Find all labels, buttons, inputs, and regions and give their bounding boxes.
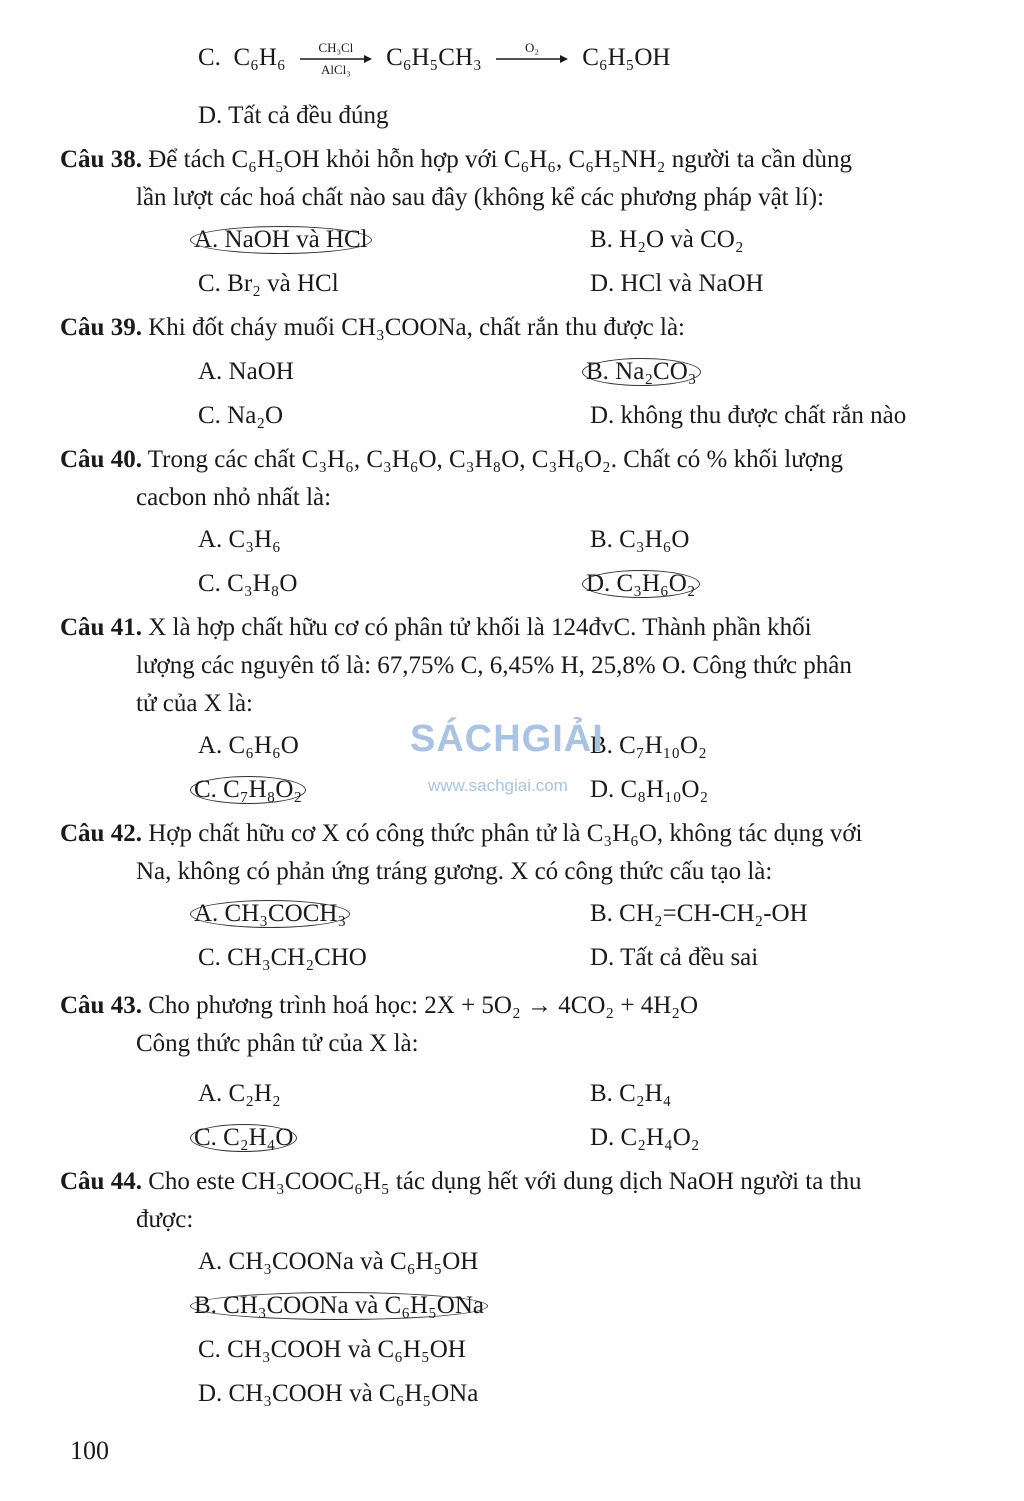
page-number: 100 — [70, 1436, 109, 1465]
q43-option-d[interactable] — [590, 1122, 700, 1154]
q38-text-line — [60, 144, 852, 176]
q43-text-line — [60, 990, 698, 1022]
reaction-arrow-2 — [496, 40, 568, 75]
q40-option-text: B. C₃H₆O — [590, 526, 690, 553]
q41-stem: lượng các nguyên tố là: 67,75% C, 6,45% H, 25,8% O. Công thức phân — [136, 652, 852, 679]
q44-stem: Cho este CH₃COOC₆H₅ tác dụng hết với dung dịch NaOH người ta thu — [148, 1168, 862, 1195]
arrow-2-icon — [496, 55, 568, 63]
q43-option-text: D. C₂H₄O₂ — [590, 1124, 700, 1151]
arrow-1-reagent: CH₃Cl — [318, 40, 354, 56]
watermark-brand: SÁCHGIẢI — [410, 718, 604, 760]
q40-option-c[interactable] — [198, 568, 297, 600]
q44-option-text: B. CH₃COONa và C₆H₅ONa — [190, 1292, 488, 1320]
q41-stem: tử của X là: — [136, 690, 253, 717]
q40-text-line — [60, 444, 843, 476]
q42-option-text: C. CH₃CH₂CHO — [198, 944, 367, 971]
q41-stem: X là hợp chất hữu cơ có phân tử khối là 124đvC. Thành phần khối — [148, 614, 812, 641]
q38-option-b[interactable] — [590, 224, 744, 256]
prev-option-d: D. Tất cả đều đúng — [198, 102, 389, 129]
q41-option-text: A. C₆H₆O — [198, 732, 299, 759]
q42-option-text: D. Tất cả đều sai — [590, 944, 759, 971]
q40-text-line — [136, 482, 331, 514]
q41-option-text: D. C₈H₁₀O₂ — [590, 776, 709, 803]
formula-toluene: C₆H₅CH₃ — [386, 44, 482, 71]
q43-stem: Công thức phân tử của X là: — [136, 1030, 419, 1057]
formula-phenol: C₆H₅OH — [582, 44, 671, 71]
q41-option-text: C. C₇H₈O₂ — [190, 776, 306, 804]
q43-option-c[interactable] — [194, 1122, 297, 1154]
q39-option-text: A. NaOH — [198, 358, 294, 385]
q39-label: Câu 39. — [60, 314, 142, 341]
q38-option-text: D. HCl và NaOH — [590, 270, 764, 297]
q39-option-a[interactable] — [198, 356, 294, 388]
arrow-2-reagent: O₂ — [525, 40, 539, 56]
q42-option-b[interactable] — [590, 898, 808, 930]
q40-label: Câu 40. — [60, 446, 142, 473]
q40-option-text: C. C₃H₈O — [198, 570, 298, 597]
q44-option-d[interactable] — [198, 1378, 478, 1410]
q43-stem: Cho phương trình hoá học: 2X + 5O₂ → 4CO₂ + 4H₂O — [148, 992, 699, 1019]
q43-text-line — [136, 1028, 419, 1060]
q42-label: Câu 42. — [60, 820, 142, 847]
prev-option-c — [198, 40, 671, 78]
q42-text-line — [60, 818, 863, 850]
q39-stem: Khi đốt cháy muối CH₃COONa, chất rắn thu được là: — [148, 314, 685, 341]
q42-stem: Na, không có phản ứng tráng gương. X có công thức cấu tạo là: — [136, 858, 773, 885]
q43-option-a[interactable] — [198, 1078, 281, 1110]
q42-option-text: A. CH₃COCH₃ — [190, 900, 350, 928]
q39-text-line — [60, 312, 685, 344]
q44-option-text: D. CH₃COOH và C₆H₅ONa — [198, 1380, 479, 1407]
q39-option-d[interactable] — [590, 400, 906, 432]
q40-option-d[interactable] — [586, 568, 700, 600]
q39-option-text: B. Na₂CO₃ — [582, 358, 701, 386]
q43-option-b[interactable] — [590, 1078, 671, 1110]
arrow-1-catalyst: AlCl₃ — [320, 62, 351, 78]
q39-option-text: C. Na₂O — [198, 402, 284, 429]
watermark-url: www.sachgiai.com — [428, 776, 568, 795]
q40-option-a[interactable] — [198, 524, 281, 556]
q38-stem: Để tách C₆H₅OH khỏi hỗn hợp với C₆H₆, C₆H₅NH₂ người ta cần dùng — [148, 146, 852, 173]
q42-option-d[interactable] — [590, 942, 758, 974]
q44-option-c[interactable] — [198, 1334, 466, 1366]
q38-option-text: A. NaOH và HCl — [190, 226, 372, 254]
q41-option-d[interactable] — [590, 774, 708, 806]
q40-option-text: D. C₃H₆O₂ — [582, 570, 700, 598]
q42-text-line — [136, 856, 772, 888]
q40-option-b[interactable] — [590, 524, 689, 556]
q38-option-text: C. Br₂ và HCl — [198, 270, 339, 297]
q44-option-a[interactable] — [198, 1246, 478, 1278]
q44-label: Câu 44. — [60, 1168, 142, 1195]
q44-text-line — [60, 1166, 862, 1198]
q38-text-line — [136, 182, 824, 214]
q44-option-text: C. CH₃COOH và C₆H₅OH — [198, 1336, 466, 1363]
q43-option-text: A. C₂H₂ — [198, 1080, 281, 1107]
q43-label: Câu 43. — [60, 992, 142, 1019]
q41-text-line — [136, 650, 852, 682]
q41-option-b[interactable] — [590, 730, 707, 762]
prev-option-c-label: C. — [198, 44, 221, 71]
q41-label: Câu 41. — [60, 614, 142, 641]
q43-option-text: C. C₂H₄O — [190, 1124, 297, 1152]
q44-text-line — [136, 1204, 193, 1236]
q40-option-text: A. C₃H₆ — [198, 526, 281, 553]
q43-option-text: B. C₂H₄ — [590, 1080, 672, 1107]
q39-option-text: D. không thu được chất rắn nào — [590, 402, 907, 429]
q42-option-text: B. CH₂=CH-CH₂-OH — [590, 900, 808, 927]
q42-stem: Hợp chất hữu cơ X có công thức phân tử là C₃H₆O, không tác dụng với — [148, 820, 863, 847]
q38-option-a[interactable] — [194, 224, 372, 256]
q42-option-c[interactable] — [198, 942, 367, 974]
q38-label: Câu 38. — [60, 146, 142, 173]
q38-option-text: B. H₂O và CO₂ — [590, 226, 744, 253]
q40-stem: Trong các chất C₃H₆, C₃H₆O, C₃H₈O, C₃H₆O₂. Chất có % khối lượng — [147, 446, 843, 473]
formula-benzene: C₆H₆ — [233, 44, 286, 71]
q41-option-a[interactable] — [198, 730, 299, 762]
q39-option-c[interactable] — [198, 400, 283, 432]
q39-option-b[interactable] — [586, 356, 701, 388]
q40-stem: cacbon nhỏ nhất là: — [136, 484, 332, 511]
q41-text-line — [136, 688, 253, 720]
q38-stem: lần lượt các hoá chất nào sau đây (không kể các phương pháp vật lí): — [136, 184, 825, 211]
q38-option-c[interactable] — [198, 268, 339, 300]
q42-option-a[interactable] — [194, 898, 350, 930]
q41-option-c[interactable] — [194, 774, 306, 806]
q44-stem: được: — [136, 1206, 194, 1233]
q44-option-text: A. CH₃COONa và C₆H₅OH — [198, 1248, 479, 1275]
reaction-arrow-1 — [300, 40, 372, 78]
q41-text-line — [60, 612, 812, 644]
q38-option-d[interactable] — [590, 268, 764, 300]
q41-option-text: B. C₇H₁₀O₂ — [590, 732, 707, 759]
q44-option-b[interactable] — [194, 1290, 488, 1322]
